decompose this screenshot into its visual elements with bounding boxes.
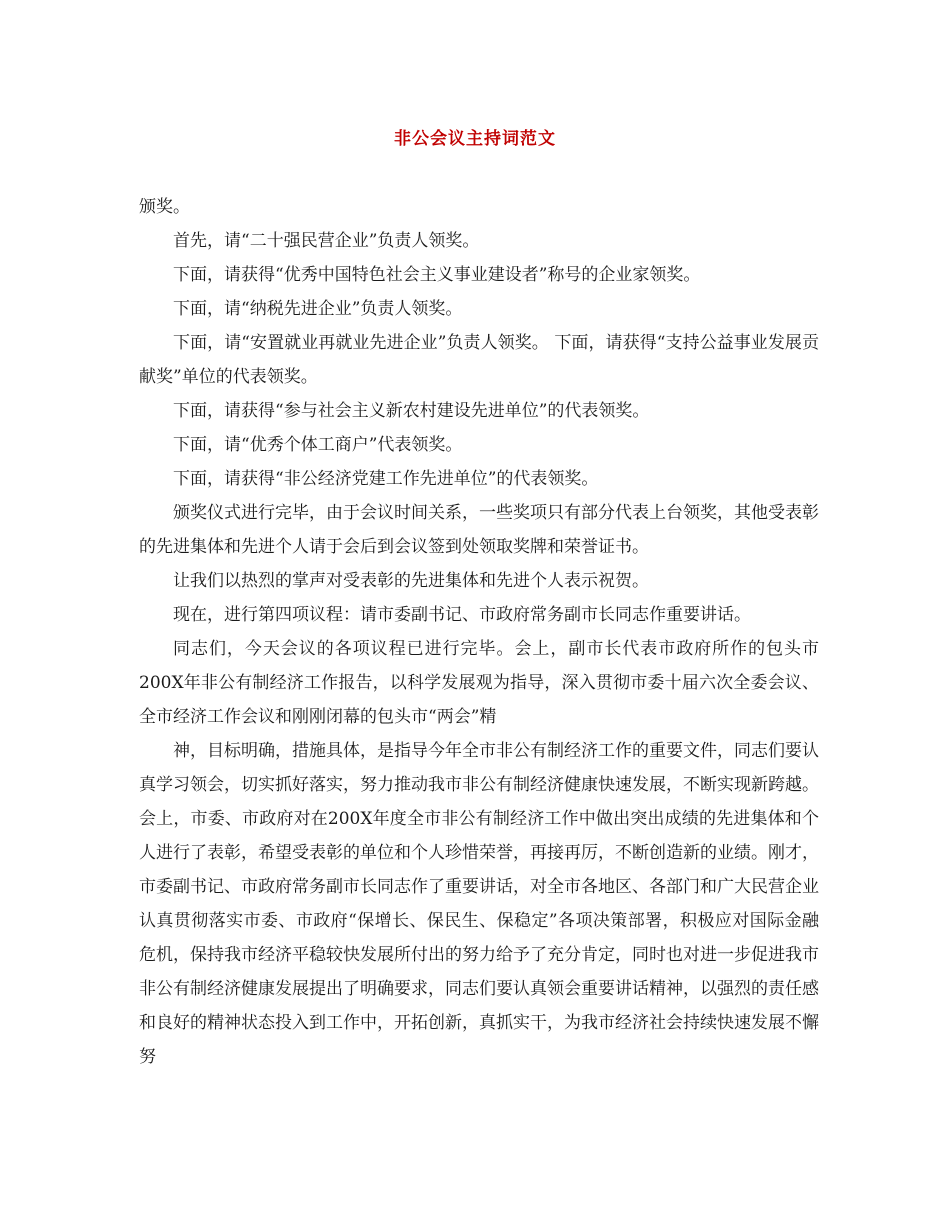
body-paragraph: 颁奖。 xyxy=(139,197,190,217)
body-paragraph: 下面，请获得“参与社会主义新农村建设先进单位”的代表领奖。 xyxy=(173,401,650,421)
body-paragraph: 神，目标明确，措施具体，是指导今年全市非公有制经济工作的重要文件，同志们要认真学习领会，切实抓好落实，努力推动我市非公有制经济健康快速发展，不断实现新跨越。会上，市委、市政府对在200X年度全市非公有制经济工作中做出突出成绩的先进集体和个人进行了表彰，希望受表彰的单位和个人珍惜荣誉，再接再厉，不断创造新的业绩。刚才，市委副书记、市政府常务副市长同志作了重要讲话，对全市各地区、各部门和广大民营企业认真贯彻落实市委、市政府“保增长、保民生、保稳定”各项决策部署，积极应对国际金融危机，保持我市经济平稳较快发展所付出的努力给予了充分肯定，同时也对进一步促进我市非公有制经济健康发展提出了明确要求，同志们要认真领会重要讲话精神，以强烈的责任感和良好的精神状态投入到工作中，开拓创新，真抓实干，为我市经济社会持续快速发展不懈努 xyxy=(139,741,819,1067)
body-paragraph: 现在，进行第四项议程：请市委副书记、市政府常务副市长同志作重要讲话。 xyxy=(173,605,751,625)
document-body xyxy=(139,190,819,1074)
body-paragraph: 让我们以热烈的掌声对受表彰的先进集体和先进个人表示祝贺。 xyxy=(173,571,649,591)
body-paragraph: 下面，请“优秀个体工商户”代表领奖。 xyxy=(173,435,463,455)
body-paragraph: 下面，请“安置就业再就业先进企业”负责人领奖。 下面，请获得“支持公益事业发展贡献奖”单位的代表领奖。 xyxy=(139,333,819,387)
document-title: 非公会议主持词范文 xyxy=(394,129,556,149)
body-paragraph: 首先，请“二十强民营企业”负责人领奖。 xyxy=(173,231,480,251)
body-paragraph: 同志们，今天会议的各项议程已进行完毕。会上，副市长代表市政府所作的包头市200X年非公有制经济工作报告，以科学发展观为指导，深入贯彻市委十届六次全委会议、全市经济工作会议和刚刚闭幕的包头市“两会”精 xyxy=(139,639,819,727)
body-paragraph: 下面，请获得“非公经济党建工作先进单位”的代表领奖。 xyxy=(173,469,599,489)
body-paragraph: 下面，请“纳税先进企业”负责人领奖。 xyxy=(173,299,463,319)
body-paragraph: 下面，请获得“优秀中国特色社会主义事业建设者”称号的企业家领奖。 xyxy=(173,265,701,285)
body-paragraph: 颁奖仪式进行完毕，由于会议时间关系，一些奖项只有部分代表上台领奖，其他受表彰的先进集体和先进个人请于会后到会议签到处领取奖牌和荣誉证书。 xyxy=(139,503,819,557)
